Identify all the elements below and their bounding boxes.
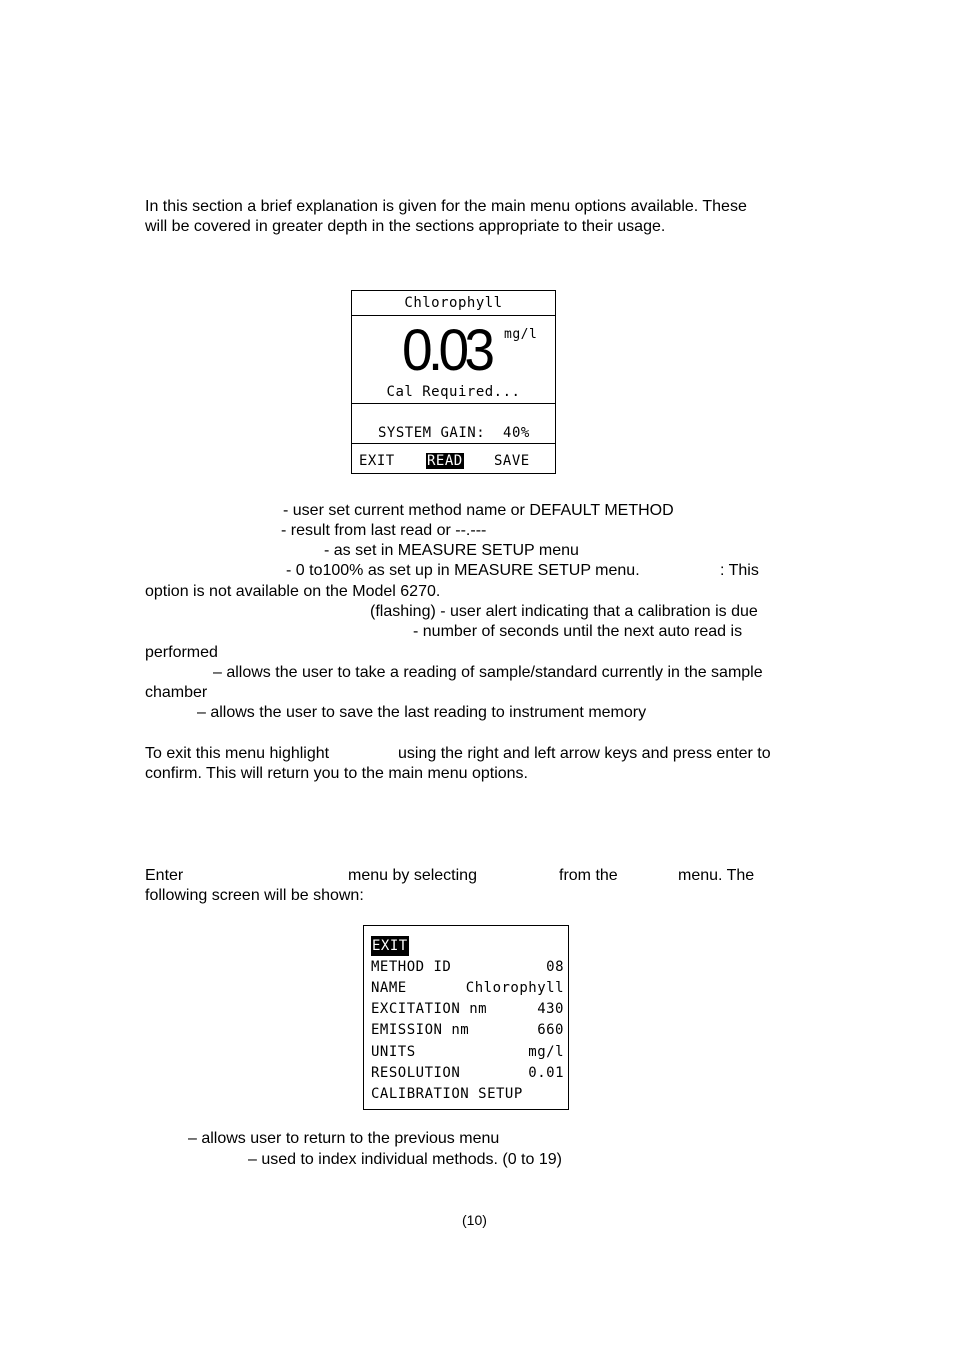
desc-gain-note: : This xyxy=(720,562,759,579)
menu-row-units[interactable] xyxy=(371,1042,564,1062)
enter-para-a: Enter xyxy=(145,867,184,884)
desc-gain: - 0 to100% as set up in MEASURE SETUP menu. xyxy=(286,562,640,579)
menu-row-excitation[interactable] xyxy=(371,999,564,1019)
desc-read-cont: chamber xyxy=(145,684,208,701)
save-menu-item[interactable]: SAVE xyxy=(494,453,530,469)
menu-row-calibration-setup[interactable] xyxy=(371,1084,564,1104)
menu-row-exit[interactable] xyxy=(371,936,564,956)
desc-read: – allows the user to take a reading of sample/standard currently in the sample xyxy=(213,664,763,681)
desc-method-name: - user set current method name or DEFAULT METHOD xyxy=(283,502,674,519)
page-number: (10) xyxy=(462,1212,487,1228)
divider xyxy=(352,443,555,444)
menu-row-value: Chlorophyll xyxy=(465,980,564,996)
enter-para-c: from the xyxy=(559,867,618,884)
read-menu-item[interactable]: READ xyxy=(427,453,463,469)
menu-row-method-id[interactable] xyxy=(371,957,564,977)
system-gain-value: 40% xyxy=(503,425,530,441)
menu-row-key: UNITS xyxy=(371,1044,416,1060)
exit-para-line-2: confirm. This will return you to the main menu options. xyxy=(145,765,528,782)
divider xyxy=(352,403,555,404)
menu-row-key: EXIT xyxy=(372,938,408,954)
menu-row-emission[interactable] xyxy=(371,1020,564,1040)
exit-menu-item[interactable]: EXIT xyxy=(359,453,395,469)
desc-auto-read-cont: performed xyxy=(145,644,218,661)
enter-para-d: menu. The xyxy=(678,867,755,884)
desc-save: – allows the user to save the last reading to instrument memory xyxy=(197,704,647,721)
reading-units: mg/l xyxy=(504,327,538,342)
menu-row-value: 430 xyxy=(537,1001,564,1017)
method-setup-screen xyxy=(363,925,569,1110)
menu-row-name[interactable] xyxy=(371,978,564,998)
menu-row-resolution[interactable] xyxy=(371,1063,564,1083)
intro-line-2: will be covered in greater depth in the sections appropriate to their usage. xyxy=(145,218,666,235)
menu-row-key: METHOD ID xyxy=(371,959,452,975)
menu-row-key: RESOLUTION xyxy=(371,1065,461,1081)
system-gain xyxy=(378,424,530,442)
menu-row-key: EXCITATION nm xyxy=(371,1001,488,1017)
enter-para-line-2: following screen will be shown: xyxy=(145,887,364,904)
enter-para-b: menu by selecting xyxy=(348,867,477,884)
menu-row-value: mg/l xyxy=(528,1044,564,1060)
menu-row-key: EMISSION nm xyxy=(371,1022,470,1038)
desc-gain-cont: option is not available on the Model 6270. xyxy=(145,583,441,600)
measurement-screen xyxy=(351,290,556,474)
exit-para-b: using the right and left arrow keys and press enter to xyxy=(398,745,771,762)
menu-row-key: CALIBRATION SETUP xyxy=(371,1086,523,1102)
calibration-status: Cal Required... xyxy=(386,384,521,400)
desc-result: - result from last read or --.--- xyxy=(281,522,487,539)
desc-exit: – allows user to return to the previous menu xyxy=(188,1130,500,1147)
menu-row-value: 0.01 xyxy=(528,1065,564,1081)
exit-para-a: To exit this menu highlight xyxy=(145,745,330,762)
reading-value: 0.03 xyxy=(402,318,491,383)
desc-auto-read: - number of seconds until the next auto read is xyxy=(413,623,743,640)
desc-method-id: – used to index individual methods. (0 to 19) xyxy=(248,1151,562,1168)
system-gain-label: SYSTEM GAIN: xyxy=(378,425,486,441)
menu-row-value: 660 xyxy=(537,1022,564,1038)
menu-row-key: NAME xyxy=(371,980,407,996)
intro-line-1: In this section a brief explanation is given for the main menu options available. These xyxy=(145,198,747,215)
desc-units: - as set in MEASURE SETUP menu xyxy=(324,542,579,559)
desc-cal-alert: (flashing) - user alert indicating that a calibration is due xyxy=(370,603,758,620)
method-name: Chlorophyll xyxy=(352,291,555,316)
menu-row-value: 08 xyxy=(546,959,564,975)
